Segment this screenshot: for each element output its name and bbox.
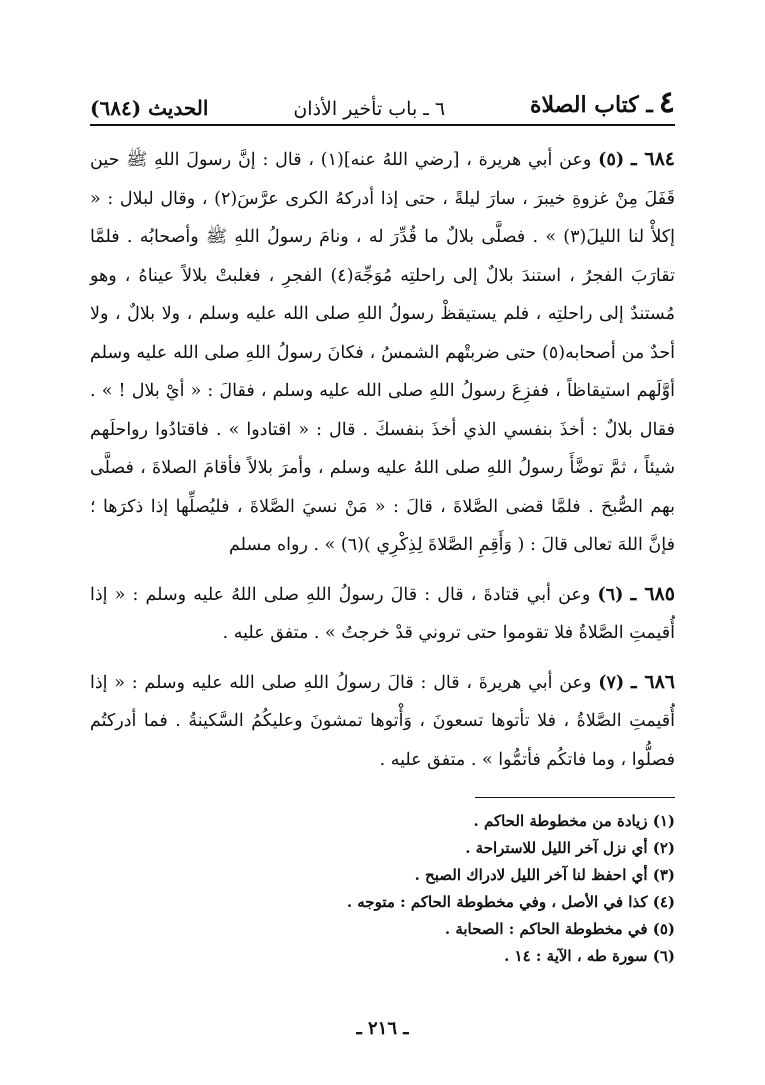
- hadith-number-label: الحديث (٦٨٤): [90, 96, 209, 120]
- hadith-number: ٦٨٥ ـ: [630, 582, 675, 605]
- page-header: [90, 78, 675, 126]
- footnote: (٢) أي نزل آخر الليل للاستراحة .: [465, 839, 675, 857]
- footnote: (٤) كذا في الأصل ، وفي مخطوطة الحاكم : متوجه .: [346, 893, 675, 911]
- footnote: (٥) في مخطوطة الحاكم : الصحابة .: [444, 920, 675, 938]
- footnote: (٦) سورة طه ، الآية : ١٤ .: [504, 947, 675, 965]
- hadith-text: وعن أبي قتادةَ ، قال : قالَ رسولُ اللهِ صلى اللهُ عليه وسلم : « إذا أُقيمتِ الصَّلاةُ فلا تقوموا حتى تروني قدْ خرجتُ » . متفق عليه .: [90, 584, 675, 643]
- book-title-text: ـ كتاب الصلاة: [530, 92, 653, 118]
- page: [90, 78, 675, 970]
- body-text: [90, 140, 675, 779]
- page-number: ـ ٢١٦ ـ: [356, 1018, 409, 1039]
- footnotes: [90, 808, 675, 970]
- hadith-text: وعن أبي هريرةَ ، قال : قالَ رسولُ اللهِ صلى الله عليه وسلم : « إذا أُقيمتِ الصَّلاةُ ، فلا تأتوها تسعونَ ، وَأْتوها تمشونَ وعليكُمُ السَّكينةُ . فما أدركتُم فصلُّوا ، وما فاتكُم فأتمُّوا » . متفق عليه .: [90, 672, 675, 770]
- hadith-text: وعن أبي هريرة ، [رضي اللهُ عنه](١) ، قال : إنَّ رسولَ اللهِ ﷺ حين قَفَلَ مِنْ غزوةِ خيبرَ ، سارَ ليلةً ، حتى إذا أدركهُ الكرى عرَّسَ(٢) ، وقال لبلال : « إكلأْ لنا الليلَ(٣) » . فصلَّى بلالٌ ما قُدِّرَ له ، ونامَ رسولُ اللهِ ﷺ وأصحابُه . فلمَّا تقارَبَ الفجرُ ، استندَ بلالٌ إلى راحلتِه مُوَجِّهَ(٤) الفجرِ ، فغلبتْ بلالاً عيناهُ ، وهو مُستندٌ إلى راحلتِه ، فلم يستيقظْ رسولُ اللهِ صلى الله عليه وسلم ، ولا بلالٌ ، ولا أحدٌ من أصحابه(٥) حتى ضربتْهم الشمسُ ، فكانَ رسولُ اللهِ صلى الله عليه وسلم أوَّلَهم استيقاظاً ، ففزِعَ رسولُ اللهِ صلى الله عليه وسلم ، فقالَ : « أيْ بلال ! » . فقال بلالٌ : أخذَ بنفسي الذي أخذَ بنفسكَ . قال : « اقتادوا » . فاقتادُوا رواحلَهم شيئاً ، ثمَّ توضَّأَ رسولُ اللهِ صلى اللهُ عليه وسلم ، وأمرَ بلالاً فأقامَ الصلاةَ ، فصلَّى بهم الصُّبحَ . فلمَّا قضى الصَّلاةَ ، قالَ : « مَنْ نسيَ الصَّلاةَ ، فليُصلِّها إذا ذكرَها ؛ فإنَّ اللهَ تعالى قالَ : ( وَأَقِمِ الصَّلاةَ لِذِكْرِي )(٦) » . رواه مسلم: [90, 150, 676, 555]
- hadith-ref: (٦): [597, 584, 624, 605]
- footnote-separator: [475, 797, 675, 798]
- hadith-paragraph: [90, 663, 675, 780]
- footnote: (٣) أي احفظ لنا آخر الليل لادراك الصبح .: [414, 866, 675, 884]
- book-title: [530, 85, 675, 120]
- footnote: (١) زيادة من مخطوطة الحاكم .: [473, 812, 675, 830]
- hadith-ref: (٥): [598, 150, 625, 170]
- hadith-ref: (٧): [598, 672, 625, 693]
- chapter-title: ٦ ـ باب تأخير الأذان: [293, 98, 446, 120]
- hadith-paragraph: [90, 575, 675, 653]
- hadith-paragraph: [90, 140, 675, 565]
- hadith-number: ٦٨٦ ـ: [630, 670, 675, 693]
- hadith-number: ٦٨٤ ـ: [630, 148, 675, 170]
- book-number: ٤: [658, 85, 675, 120]
